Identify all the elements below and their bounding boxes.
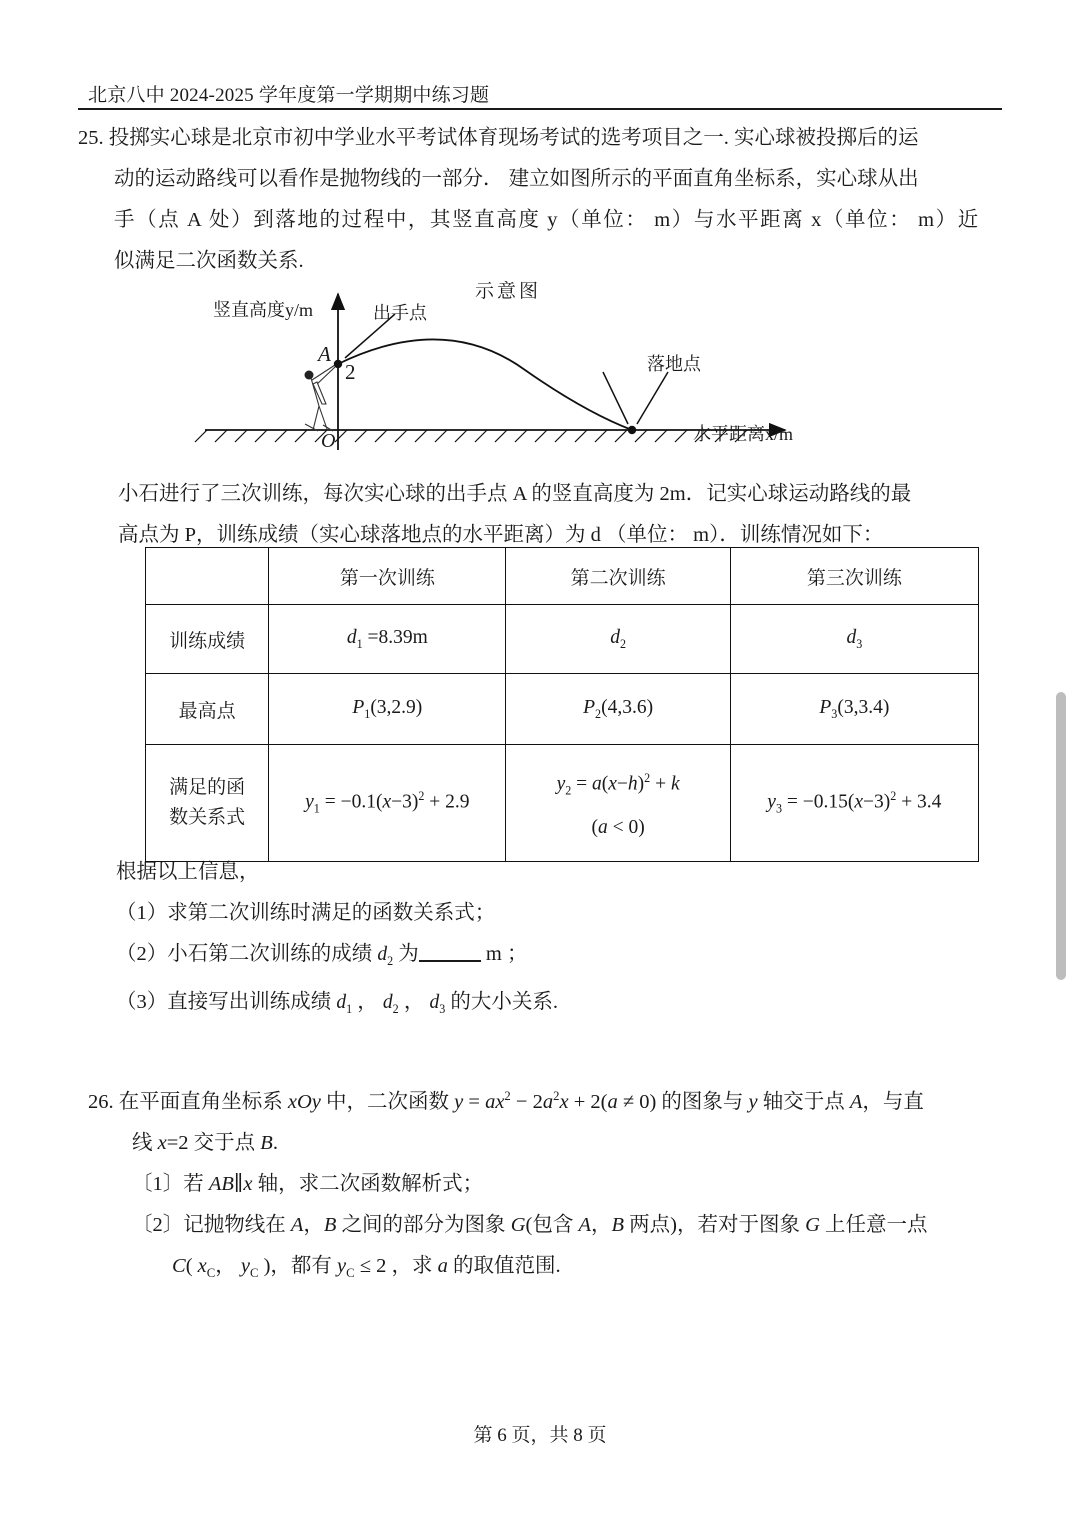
point-a-marker xyxy=(334,360,342,368)
q25-sub-1: （1）求第二次训练时满足的函数关系式； xyxy=(116,902,496,924)
cell-function-3: $y_3 = -0.15(x-3)^2 + 3.4$ xyxy=(730,745,978,862)
q26-line-2: 线 x=2 交于点 B. xyxy=(132,1131,278,1154)
figure-point-a-label: A xyxy=(318,342,331,366)
table-row xyxy=(146,674,979,745)
q25-sub-3: （3）直接写出训练成绩 $d_1$ ， $d_2$ ， $d_3$ 的大小关系. xyxy=(116,990,559,1016)
page-footer: 第 6 页，共 8 页 xyxy=(473,1425,607,1446)
landing-leader-line-2 xyxy=(603,372,628,424)
q25-after-table-text: 根据以上信息， xyxy=(116,861,260,883)
q26-number: 26. xyxy=(88,1090,114,1113)
figure-y-axis-label: 竖直高度y/m xyxy=(213,300,314,320)
row-label-peak: 最高点 xyxy=(146,674,269,745)
table-row xyxy=(146,745,979,862)
trajectory-curve xyxy=(338,339,632,430)
figure-release-point-label: 出手点 xyxy=(373,303,427,323)
table-row xyxy=(146,605,979,674)
q25-intro xyxy=(118,474,1018,556)
header-divider xyxy=(78,108,1002,110)
cell-score-3: $d_3$ xyxy=(730,605,978,674)
q25-line-1: 投掷实心球是北京市初中学业水平考试体育现场考试的选考项目之一. 实心球被投掷后的运 xyxy=(108,127,919,149)
q25-line-4: 似满足二次函数关系. xyxy=(114,250,304,272)
row-label-function xyxy=(146,745,269,862)
cell-function-1: $y_1 = -0.1(x-3)^2 + 2.9$ xyxy=(269,745,506,862)
landing-leader-line-1 xyxy=(637,372,668,424)
table-header-trial-2: 第二次训练 xyxy=(506,548,730,605)
question-25-body xyxy=(78,118,1008,282)
row-label-function-line-2: 数关系式 xyxy=(169,807,246,828)
document-header-title: 北京八中 2024-2025 学年度第一学期期中练习题 xyxy=(88,85,490,106)
row-label-function-line-1: 满足的函 xyxy=(169,777,246,798)
q25-after-table xyxy=(116,852,1016,1030)
scrollbar-thumb[interactable] xyxy=(1056,692,1066,980)
cell-peak-2: $P_2(4,3.6)$ xyxy=(506,674,730,745)
q26-sub-2-line-1: 〔2〕记抛物线在 A，B 之间的部分为图象 G(包含 A，B 两点)，若对于图象 G 上任意一点 xyxy=(132,1213,928,1236)
shot-put-trajectory-figure xyxy=(185,272,825,462)
table-corner-cell xyxy=(146,548,269,605)
thrower-figure xyxy=(305,365,336,431)
ground-hatching xyxy=(195,430,747,442)
q26-line-1: 26. 在平面直角坐标系 xOy 中，二次函数 $y = ax^2 - 2a^2x + 2(a \ne 0)$ 的图象与 y 轴交于点 A，与直 xyxy=(88,1089,924,1113)
figure-title: 示意图 xyxy=(475,281,542,302)
cell-score-2: $d_2$ xyxy=(506,605,730,674)
q26-sub-2-line-2: C( $x_C$， $y_C$ )，都有 $y_C \le 2$ ，求 a 的取值范围. xyxy=(172,1254,561,1280)
figure-origin-label: O xyxy=(321,430,336,452)
figure-landing-point-label: 落地点 xyxy=(647,354,701,374)
table-header-trial-1: 第一次训练 xyxy=(269,548,506,605)
cell-score-1: $d_1 =8.39m$ xyxy=(269,605,506,674)
q26-sub-1: 〔1〕若 AB∥x 轴，求二次函数解析式； xyxy=(132,1172,484,1195)
row-label-score: 训练成绩 xyxy=(146,605,269,674)
q25-line-2: 动的运动路线可以看作是抛物线的一部分． 建立如图所示的平面直角坐标系，实心球从出 xyxy=(114,168,919,190)
q25-intro-line-2: 高点为 P，训练成绩（实心球落地点的水平距离）为 d （单位： m）．训练情况如下： xyxy=(118,524,884,546)
scrollbar-track[interactable] xyxy=(1060,0,1074,1540)
table-header-trial-3: 第三次训练 xyxy=(730,548,978,605)
q25-intro-line-1: 小石进行了三次训练，每次实心球的出手点 A 的竖直高度为 2m．记实心球运动路线的最 xyxy=(118,483,912,505)
q25-line-3: 手（点 A 处）到落地的过程中，其竖直高度 y（单位： m）与水平距离 x（单位： m）近 xyxy=(114,209,980,231)
landing-point-marker xyxy=(628,426,636,434)
cell-peak-3: $P_3(3,3.4)$ xyxy=(730,674,978,745)
question-26-body xyxy=(88,1076,1018,1294)
answer-blank-d2[interactable] xyxy=(419,940,481,963)
table-header-row xyxy=(146,548,979,605)
figure-x-axis-label: 水平距离x/m xyxy=(693,424,794,444)
cell-function-2: $y_2 = a(x-h)^2 + k$ (a < 0) xyxy=(506,745,730,862)
figure-height-label: 2 xyxy=(345,360,356,384)
q25-number: 25. xyxy=(78,127,104,149)
q25-sub-2: （2）小石第二次训练的成绩 $d_2$ 为 m ； xyxy=(116,934,1016,982)
cell-peak-1: $P_1(3,2.9)$ xyxy=(269,674,506,745)
training-results-table xyxy=(145,547,979,862)
